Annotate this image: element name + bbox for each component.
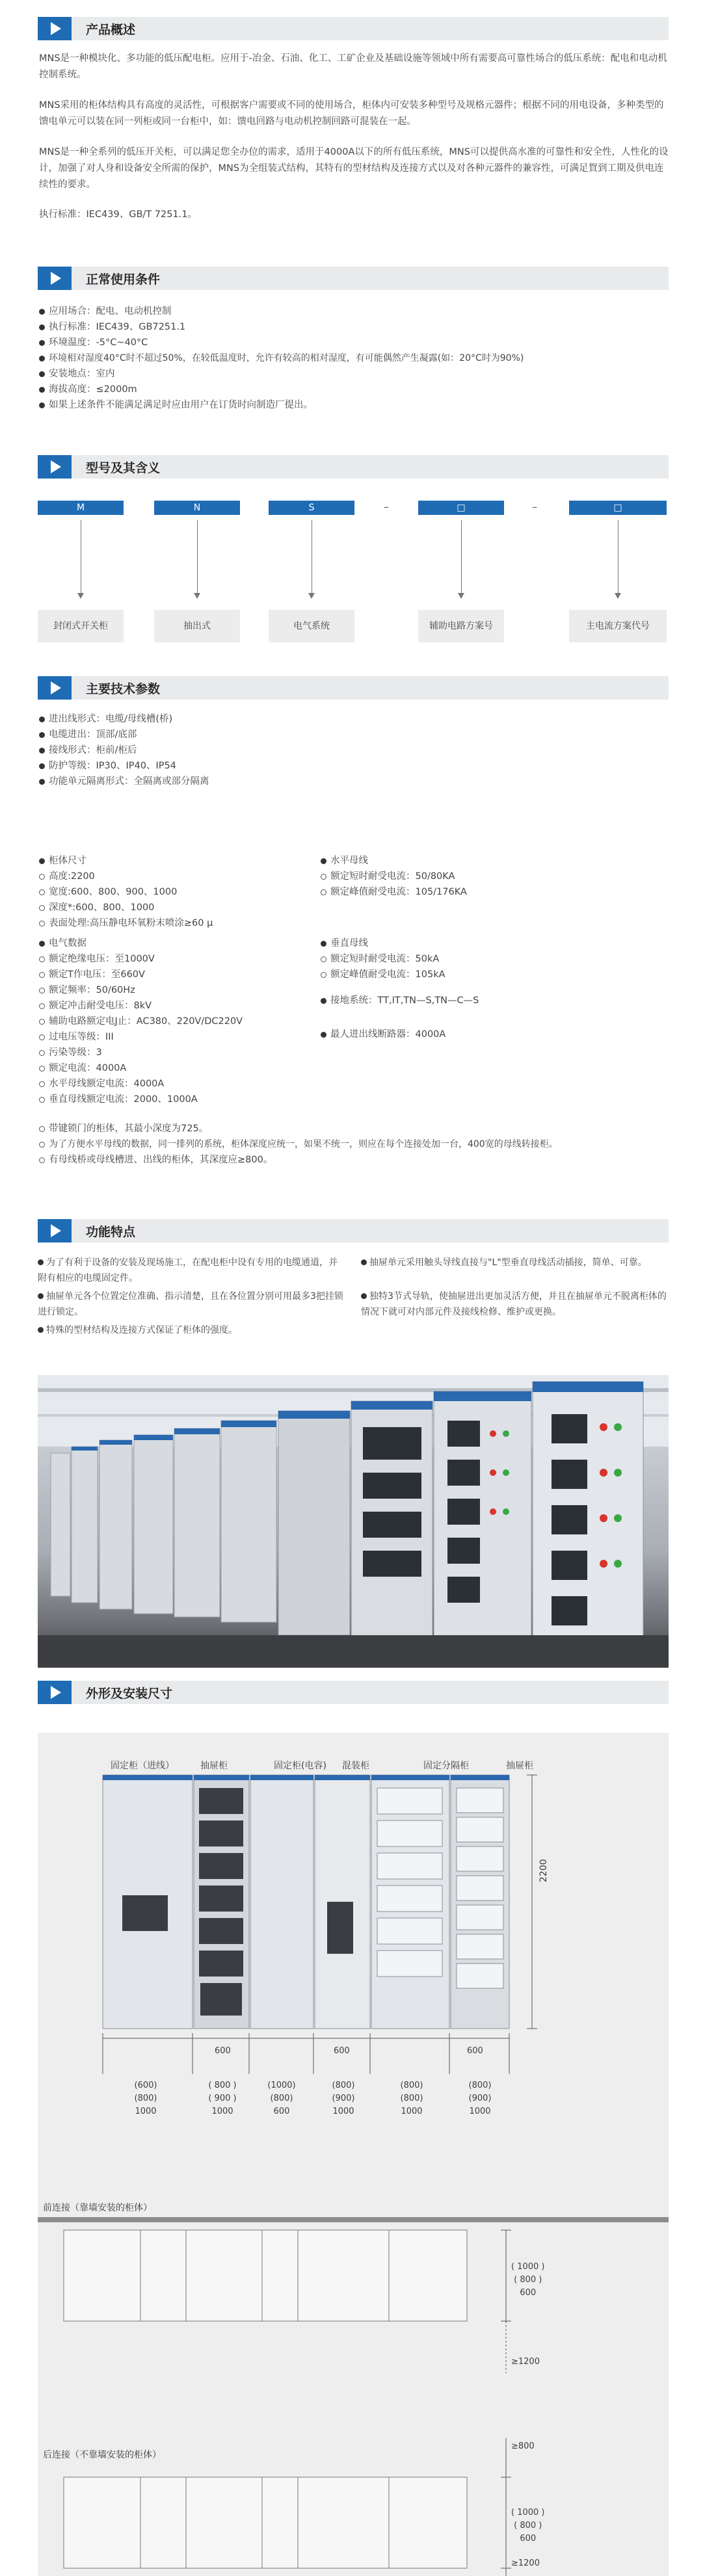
overview-paragraph: MNS是一种模块化、多功能的低压配电柜。应用于-冶金、石油、化工、工矿企业及基础设施等领域中所有需要高可靠性场合的低压系统：配电和电动机控制系统。 (39, 53, 667, 80)
cabinet-caption: 抽屉柜 (506, 1761, 533, 1771)
width-600: 600 (467, 2046, 483, 2056)
param-note: 有母线桥或母线槽进、出线的柜体，其深度应≥800。 (39, 1153, 273, 1167)
param-item: 高度:2200 (39, 869, 95, 884)
model-meaning-label: 辅助电路方案号 (418, 610, 504, 642)
play-arrow-icon (38, 455, 72, 479)
param-item: 额定电流：4000A (39, 1061, 126, 1075)
arrow-down-icon (194, 593, 200, 599)
clearance-800: ≥800 (511, 2441, 535, 2451)
width-options: ( 800 ) ( 900 ) 1000 (208, 2081, 237, 2116)
param-item: 额定T作电压：至660V (39, 967, 145, 982)
model-connector-line (197, 520, 198, 597)
condition-item: 环境相对湿度40°C时不超过50%，在较低温度时，允许有较高的相对湿度，有可能偶然产生凝露(如：20°C时为90%) (39, 351, 524, 365)
section-header-conditions (38, 267, 669, 290)
section-title: 产品概述 (86, 22, 136, 37)
dimension-drawing (38, 1733, 669, 2576)
param-item: 额定峰值耐受电流：105kA (321, 967, 446, 982)
overview-standard: 执行标准：IEC439、GB/T 7251.1。 (39, 209, 198, 220)
model-meaning-label: 封闭式开关柜 (38, 610, 124, 642)
param-item: 表面处理:高压静电环氧粉末喷涂≥60 μ (39, 916, 213, 930)
section-title: 外形及安装尺寸 (86, 1686, 173, 1701)
model-connector-line (461, 520, 462, 597)
play-arrow-icon (38, 267, 72, 290)
param-item: 水平母线额定电流：4000A (39, 1077, 164, 1091)
param-item: 辅助电路额定电J止：AC380、220V/DC220V (39, 1014, 243, 1029)
condition-item: 安装地点：室内 (39, 367, 115, 381)
play-arrow-icon (38, 1219, 72, 1242)
play-arrow-icon (38, 1681, 72, 1704)
condition-item: 海拔高度：≤2000m (39, 382, 137, 397)
feature-item: 抽屉单元采用触头导线直接与"L"型垂直母线活动插接，简单、可靠。 (361, 1255, 668, 1270)
param-item: 额定冲击耐受电压：8kV (39, 999, 152, 1013)
param-item: 防护等级：IP30、IP40、IP54 (39, 759, 176, 773)
overview-paragraph: MNS采用的柜体结构具有高度的灵活性，可根据客户需要或不同的使用场合，柜体内可安装多种型号及规格元器件；根据不同的用电设备，多种类型的馈电单元可以装在同一列柜或同一台柜中，如：馈电回路与电动机控制回路可混装在一起。 (39, 100, 664, 127)
model-connector-line (618, 520, 619, 597)
product-photo (38, 1375, 669, 1668)
param-item: 额定短时耐受电流：50kA (321, 952, 439, 966)
param-item: 额定频率：50/60Hz (39, 983, 135, 997)
param-item: 宽度:600、800、900、1000 (39, 885, 177, 899)
overview-paragraph: MNS是一种全系列的低压开关柜，可以满足您全办位的需求，适用于4000A以下的所有低压系统，MNS可以提供高水准的可靠性和安全性，人性化的设计，加强了对人身和设备安全所需的保护，MNS为全组装式结构，其特有的型材结构及连接方式以及对各种元器件的兼容性，可满足賀到工期及供电连续性的要求。 (39, 147, 669, 190)
width-options: (600) (800) 1000 (134, 2081, 157, 2116)
model-dash: – (532, 501, 537, 513)
feature-item: 抽屉单元各个位置定位准确、指示清楚，且在各位置分别可用最多3把挂锁进行锁定。 (38, 1291, 343, 1317)
clearance-1200: ≥1200 (511, 2357, 540, 2367)
section-header-params (38, 676, 669, 700)
arrow-down-icon (308, 593, 315, 599)
height-dimension: 2200 (539, 1859, 549, 1882)
param-heading: 垂直母线 (321, 936, 368, 951)
param-item: 垂直母线额定电流：2000、1000A (39, 1092, 198, 1107)
model-meaning-label: 主电流方案代号 (569, 610, 667, 642)
width-options: (800) (900) 1000 (468, 2081, 492, 2116)
param-heading: 水平母线 (321, 854, 368, 868)
param-item: 接地系统：TT,IT,TN—S,TN—C—S (321, 993, 479, 1008)
condition-item: 应用场合：配电、电动机控制 (39, 304, 172, 319)
model-dash: – (384, 501, 389, 513)
param-item: 电缆进出：顶部/底部 (39, 728, 137, 742)
param-item: 最人进出线断路器：4000A (321, 1027, 446, 1042)
model-code-box: M (38, 501, 124, 515)
model-meaning-label: 抽出式 (154, 610, 240, 642)
param-item: 接线形式：柜前/柜后 (39, 743, 137, 757)
width-600: 600 (215, 2046, 231, 2056)
model-code-box: N (154, 501, 240, 515)
depth-options: ( 1000 ) ( 800 ) 600 (511, 2508, 545, 2543)
switchgear-photo-illustration (38, 1375, 669, 1668)
section-title: 正常使用条件 (86, 272, 161, 287)
width-options: (1000) (800) 600 (267, 2081, 296, 2116)
back-connection-title: 后连接（不靠墙安装的柜体） (43, 2450, 161, 2460)
param-item: 过电压等级：III (39, 1030, 114, 1044)
model-code-box: S (269, 501, 354, 515)
param-item: 功能单元隔离形式：全隔离或部分隔离 (39, 774, 209, 789)
feature-item: 特殊的型材结构及连接方式保证了柜体的强度。 (38, 1322, 343, 1338)
cabinet-caption: 固定柜(电容) (274, 1761, 326, 1771)
condition-item: 如果上述条件不能满足满足时应由用户在订货时向制造厂提出。 (39, 398, 313, 412)
condition-item: 执行标准：IEC439、GB7251.1 (39, 320, 185, 334)
section-title: 型号及其含义 (86, 460, 161, 475)
param-item: 深度*:600、800、1000 (39, 900, 154, 915)
model-meaning-label: 电气系统 (269, 610, 354, 642)
clearance-1200: ≥1200 (511, 2558, 540, 2568)
section-title: 功能特点 (86, 1224, 136, 1239)
param-note: 为了方便水平母线的数据，同一排列的系统，柜体深度应统一，如果不统一，则应在每个连接处加一台，400宽的母线转接柜。 (39, 1137, 558, 1151)
section-header-overview (38, 17, 669, 40)
param-item: 污染等级：3 (39, 1045, 102, 1060)
width-600: 600 (334, 2046, 350, 2056)
model-code-box: □ (418, 501, 504, 515)
param-item: 进出线形式：电缆/母线槽(桥) (39, 712, 172, 726)
arrow-down-icon (77, 593, 84, 599)
depth-options: ( 1000 ) ( 800 ) 600 (511, 2262, 545, 2298)
model-code-box: □ (569, 501, 667, 515)
play-arrow-icon (38, 676, 72, 700)
param-note: 带键锁门的柜体，其最小深度为725。 (39, 1122, 208, 1136)
arrow-down-icon (458, 593, 464, 599)
cabinet-caption: 固定分隔柜 (423, 1761, 469, 1771)
width-options: (800) (800) 1000 (400, 2081, 423, 2116)
section-header-model (38, 455, 669, 479)
param-item: 额定短时耐受电流：50/80KA (321, 869, 455, 884)
cabinet-caption: 抽屉柜 (200, 1761, 228, 1771)
condition-item: 环境温度：-5°C~40°C (39, 335, 148, 350)
arrow-down-icon (615, 593, 621, 599)
param-item: 额定绝缘电压：至1000V (39, 952, 155, 966)
section-header-dimensions (38, 1681, 669, 1704)
front-connection-title: 前连接（靠墙安装的柜体） (43, 2203, 152, 2213)
section-header-features (38, 1219, 669, 1242)
cabinet-caption: 混装柜 (342, 1761, 369, 1771)
feature-item: 为了有利于设备的安装及现场施工，在配电柜中设有专用的电缆通道，并附有相应的电缆固定件。 (38, 1257, 338, 1283)
width-options: (800) (900) 1000 (332, 2081, 355, 2116)
section-title: 主要技术参数 (86, 681, 161, 696)
param-item: 额定峰值耐受电流：105/176KA (321, 885, 467, 899)
cabinet-caption: 固定柜（进线） (111, 1761, 174, 1771)
feature-item: 独特3节式导轨，使抽屉进出更加灵活方便，并且在抽屉单元不脱离柜体的情况下就可对内部元件及接线检修、维护或更换。 (361, 1291, 667, 1317)
param-heading: 柜体尺寸 (39, 854, 86, 868)
play-arrow-icon (38, 17, 72, 40)
param-heading: 电气数据 (39, 936, 86, 951)
